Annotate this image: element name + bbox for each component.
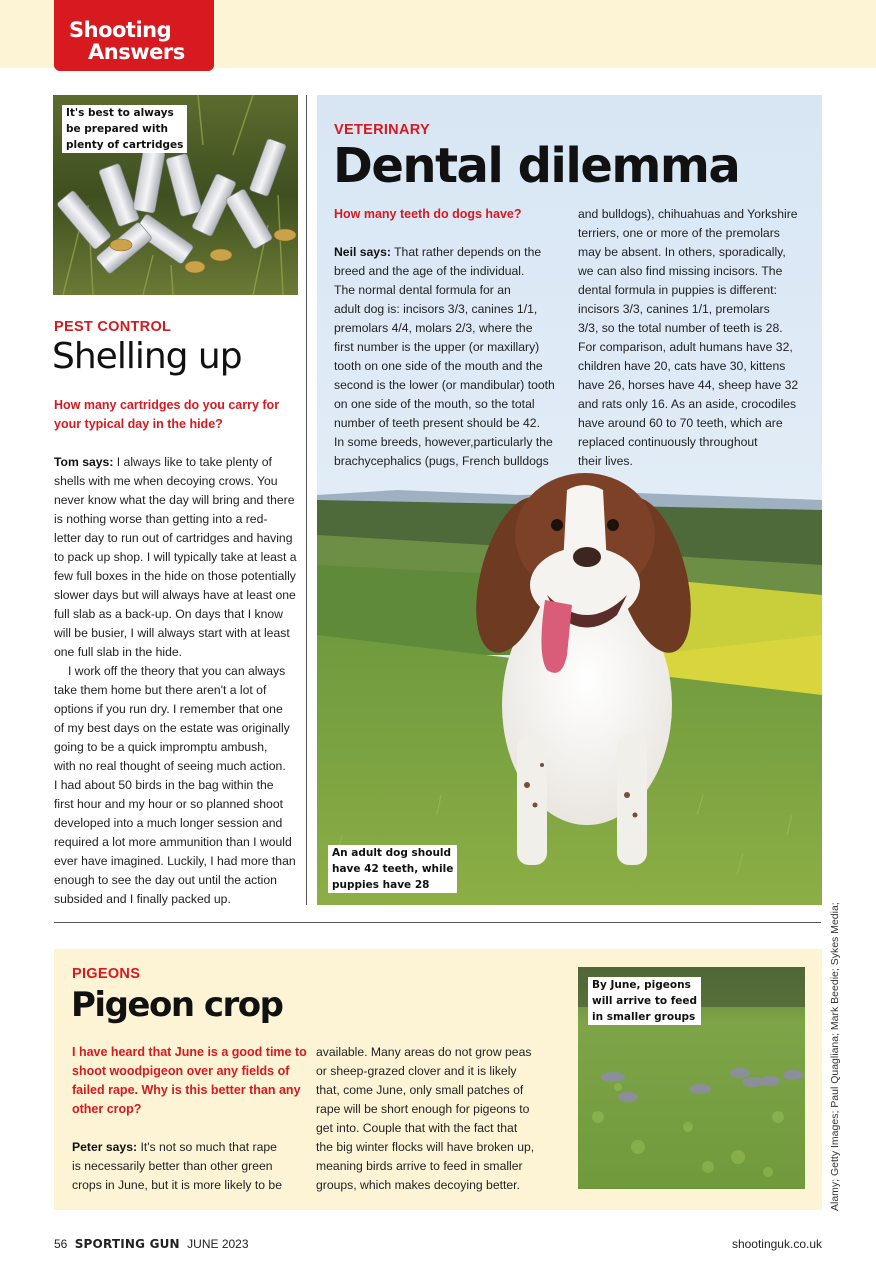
body-line: enough to see the day out until the action <box>54 873 277 887</box>
pest-control-kicker: PEST CONTROL <box>54 319 172 335</box>
body-line: children have 20, cats have 30, kittens <box>578 359 786 373</box>
caption-line: puppies have 28 <box>332 879 430 891</box>
body-line: developed into a much longer session and <box>54 816 283 830</box>
body-line: with no real thought of seeing much action. <box>54 759 286 773</box>
issue-date: JUNE 2023 <box>187 1237 249 1251</box>
veterinary-body-col2 <box>578 205 818 471</box>
brand-line-2: Answers <box>88 40 185 64</box>
body-line: available. Many areas do not grow peas <box>316 1045 532 1059</box>
body-line: I had about 50 birds in the bag within the <box>54 778 274 792</box>
body-line: few full boxes in the hide on those potentially <box>54 569 296 583</box>
body-line: adult dog is: incisors 3/3, canines 1/1, <box>334 302 538 316</box>
question-line: shoot woodpigeon over any fields of <box>72 1064 290 1078</box>
pest-control-headline: Shelling up <box>52 336 242 377</box>
caption-line: in smaller groups <box>592 1011 696 1023</box>
section-brand-tab <box>54 0 214 71</box>
body-line: is nothing worse than getting into a red- <box>54 512 268 526</box>
body-line: The normal dental formula for an <box>334 283 511 297</box>
caption-line: By June, pigeons <box>592 979 691 991</box>
body-line: never know what the day will bring and there <box>54 493 295 507</box>
body-line: full slab as a back-up. On days that I know <box>54 607 283 621</box>
question-line: other crop? <box>72 1102 142 1116</box>
body-line: the big winter flocks will have broken up, <box>316 1140 535 1154</box>
body-line: rape will be short enough for pigeons to <box>316 1102 530 1116</box>
cartridges-caption <box>62 105 187 153</box>
caption-line: have 42 teeth, while <box>332 863 454 875</box>
magazine-name: SPORTING GUN <box>74 1237 180 1251</box>
photo-credits-text: Alamy; Getty Images; Paul Quagliana; Mark Beedie; Sykes Media; <box>829 902 841 1211</box>
brand-line-1: Shooting <box>69 18 172 42</box>
body-line: I work off the theory that you can always <box>68 664 286 678</box>
veterinary-headline: Dental dilemma <box>333 138 740 194</box>
section-divider <box>54 922 821 923</box>
body-line: may be absent. In others, sporadically, <box>578 245 786 259</box>
website-link[interactable]: shootinguk.co.uk <box>731 1237 822 1251</box>
pest-control-question <box>54 396 279 434</box>
veterinary-question: How many teeth do dogs have? <box>334 207 522 221</box>
body-line: brachycephalics (pugs, French bulldogs <box>334 454 549 468</box>
body-line: replaced continuously throughout <box>578 435 758 449</box>
body-line: have 26, horses have 44, sheep have 32 <box>578 378 799 392</box>
body-line: shells with me when decoying crows. You <box>54 474 278 488</box>
body-line: get into. Couple that with the fact that <box>316 1121 518 1135</box>
question-line: I have heard that June is a good time to <box>72 1045 307 1059</box>
caption-line: be prepared with <box>66 123 168 135</box>
caption-line: It's best to always <box>66 107 174 119</box>
body-line: slower days but will always have at least one <box>54 588 296 602</box>
body-line: will be busier, I will always start with at least <box>54 626 290 640</box>
body-line: It's not so much that rape <box>140 1140 277 1154</box>
page-number: 56 <box>54 1237 68 1251</box>
body-line: have around 60 to 70 teeth, which are <box>578 416 783 430</box>
pigeons-kicker: PIGEONS <box>72 966 141 982</box>
body-line: tooth on one side of the mouth and the <box>334 359 543 373</box>
caption-line: An adult dog should <box>332 847 452 859</box>
speaker-neil: Neil says: <box>334 245 391 259</box>
question-line: your typical day in the hide? <box>54 417 223 431</box>
body-line: incisors 3/3, canines 1/1, premolars <box>578 302 770 316</box>
body-line: letter day to run out of cartridges and having <box>54 531 293 545</box>
body-line: In some breeds, however,particularly the <box>334 435 553 449</box>
body-line: For comparison, adult humans have 32, <box>578 340 793 354</box>
question-line: failed rape. Why is this better than any <box>72 1083 301 1097</box>
body-line: dental formula in puppies is different: <box>578 283 777 297</box>
photo-credits <box>829 893 845 1211</box>
body-line: going to be a quick impromptu ambush, <box>54 740 268 754</box>
speaker-tom: Tom says: <box>54 455 114 469</box>
body-line: crops in June, but it is more likely to be <box>72 1178 282 1192</box>
body-line: I always like to take plenty of <box>116 455 272 469</box>
pigeons-headline: Pigeon crop <box>71 985 283 1025</box>
body-line: and rats only 16. As an aside, crocodiles <box>578 397 797 411</box>
caption-line: plenty of cartridges <box>66 139 184 151</box>
body-line: premolars 4/4, molars 2/3, where the <box>334 321 533 335</box>
body-line: that, come June, only small patches of <box>316 1083 524 1097</box>
body-line: we can also find missing incisors. The <box>578 264 783 278</box>
veterinary-body-col1 <box>334 243 574 471</box>
pest-control-body <box>54 453 304 909</box>
body-line: second is the lower (or mandibular) tooth <box>334 378 555 392</box>
body-line: options if you run dry. I remember that one <box>54 702 283 716</box>
body-line: That rather depends on the <box>394 245 542 259</box>
caption-line: will arrive to feed <box>592 995 698 1007</box>
body-line: number of teeth present should be 42. <box>334 416 540 430</box>
body-line: to pack up shop. I will typically take at least a <box>54 550 297 564</box>
body-line: first number is the upper (or maxillary) <box>334 340 540 354</box>
body-line: take them home but there aren't a lot of <box>54 683 267 697</box>
body-line: ever have imagined. Luckily, I had more than <box>54 854 296 868</box>
speaker-peter: Peter says: <box>72 1140 138 1154</box>
body-line: is necessarily better than other green <box>72 1159 273 1173</box>
veterinary-kicker: VETERINARY <box>334 122 430 138</box>
pigeons-body-col2 <box>316 1043 566 1195</box>
body-line: one full slab in the hide. <box>54 645 183 659</box>
body-line: of my best days on the estate was originally <box>54 721 290 735</box>
body-line: and bulldogs), chihuahuas and Yorkshire <box>578 207 798 221</box>
pigeons-body-col1 <box>72 1138 308 1195</box>
question-line: How many cartridges do you carry for <box>54 398 280 412</box>
body-line: first hour and my hour or so planned shoot <box>54 797 283 811</box>
body-line: meaning birds arrive to feed in smaller <box>316 1159 523 1173</box>
body-line: their lives. <box>578 454 633 468</box>
body-line: terriers, one or more of the premolars <box>578 226 780 240</box>
body-line: 3/3, so the total number of teeth is 28. <box>578 321 783 335</box>
footer-folio <box>54 1237 249 1251</box>
pigeons-question <box>72 1043 307 1119</box>
column-divider <box>306 95 307 905</box>
body-line: or sheep-grazed clover and it is likely <box>316 1064 517 1078</box>
dog-caption <box>328 845 457 893</box>
body-line: groups, which makes decoying better. <box>316 1178 520 1192</box>
body-line: on one side of the mouth, so the total <box>334 397 535 411</box>
body-line: subsided and I finally packed up. <box>54 892 231 906</box>
body-line: breed and the age of the individual. <box>334 264 525 278</box>
body-line: required a lot more ammunition than I would <box>54 835 292 849</box>
pigeons-caption <box>588 977 701 1025</box>
